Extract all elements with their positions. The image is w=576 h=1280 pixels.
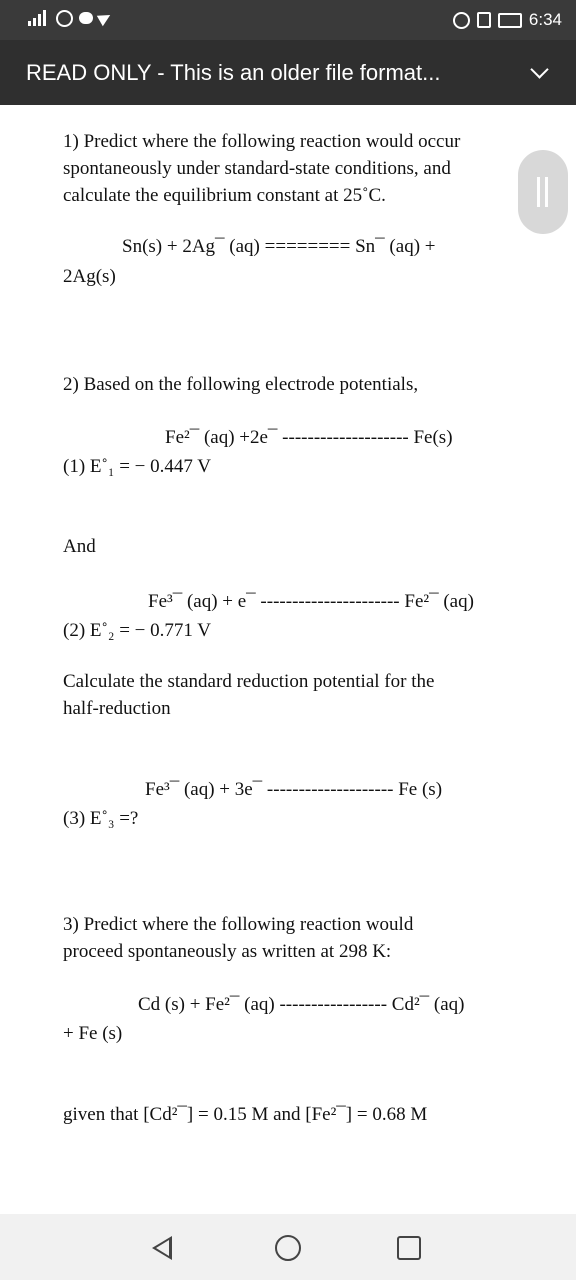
vibrate-icon (477, 12, 491, 28)
q2-title: 2) Based on the following electrode potentials, (63, 374, 419, 395)
q1-equation: Sn(s) + 2Ag¯ (aq) ======== Sn¯ (aq) + (122, 236, 436, 257)
q2-calc-line1: Calculate the standard reduction potential for the (63, 671, 435, 692)
status-left-icons (26, 9, 111, 27)
q3-equation: Cd (s) + Fe²¯ (aq) ----------------- Cd²¯ (aq) (138, 994, 465, 1015)
q2-equation2: Fe³¯ (aq) + e¯ ---------------------- Fe²¯ (aq) (148, 591, 474, 612)
chevron-down-icon[interactable] (530, 60, 548, 78)
q2-potential3: (3) E˚₃ =? (63, 808, 139, 829)
signal-icon (26, 9, 50, 27)
message-icon (79, 12, 93, 24)
q3-line2: proceed spontaneously as written at 298 K: (63, 941, 392, 962)
q2-and: And (63, 536, 96, 557)
send-icon (97, 10, 113, 26)
q1-line2: spontaneously under standard-state conditions, and (63, 158, 451, 179)
battery-icon (498, 13, 522, 28)
back-icon[interactable] (152, 1236, 172, 1260)
read-only-banner[interactable] (0, 40, 576, 105)
scroll-handle[interactable] (518, 150, 568, 234)
q1-line3: calculate the equilibrium constant at 25˚C. (63, 185, 386, 206)
q2-potential2: (2) E˚₂ = − 0.771 V (63, 620, 212, 641)
status-time: 6:34 (528, 10, 562, 29)
q2-equation3: Fe³¯ (aq) + 3e¯ -------------------- Fe (s) (145, 779, 443, 800)
status-bar (0, 0, 576, 40)
banner-title: READ ONLY - This is an older file format... (26, 60, 441, 85)
status-right-icons (453, 10, 562, 30)
home-icon[interactable] (275, 1235, 301, 1261)
recent-apps-icon[interactable] (397, 1236, 421, 1260)
instagram-icon (56, 10, 73, 27)
q2-equation1: Fe²¯ (aq) +2e¯ -------------------- Fe(s) (165, 427, 453, 448)
q2-potential1: (1) E˚₁ = − 0.447 V (63, 456, 212, 477)
q3-title: 3) Predict where the following reaction would (63, 914, 414, 935)
q3-given: given that [Cd²¯] = 0.15 M and [Fe²¯] = 0.68 M (63, 1104, 428, 1125)
q2-calc-line2: half-reduction (63, 698, 171, 719)
alarm-icon (453, 12, 470, 29)
q3-equation-cont: + Fe (s) (63, 1023, 123, 1044)
q1-title: 1) Predict where the following reaction would occur (63, 131, 461, 152)
q1-equation-cont: 2Ag(s) (63, 266, 116, 287)
